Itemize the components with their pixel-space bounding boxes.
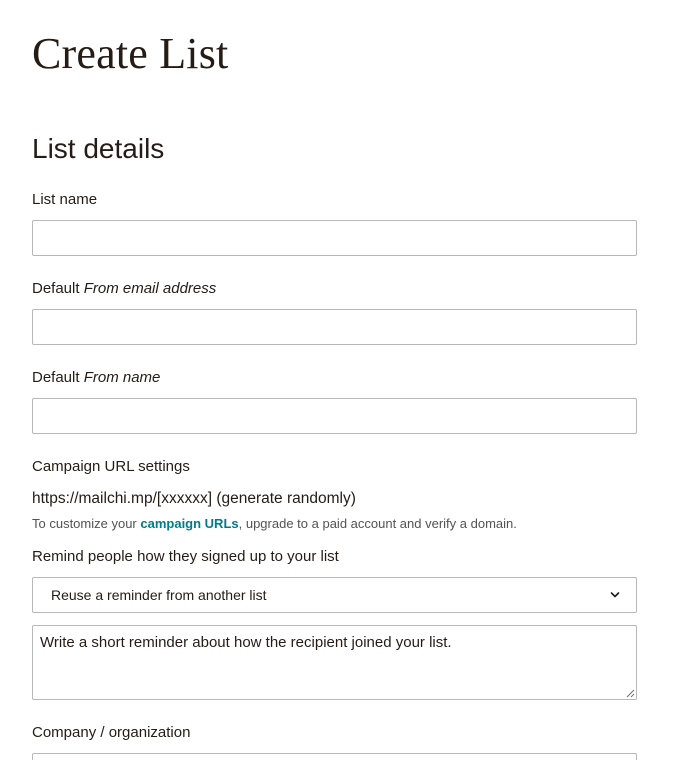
reminder-textarea[interactable] (32, 625, 637, 700)
from-email-input[interactable] (32, 309, 637, 345)
resize-handle-icon[interactable] (625, 688, 635, 698)
campaign-url-value: https://mailchi.mp/[xxxxxx] (generate randomly) (32, 490, 356, 507)
reminder-label: Remind people how they signed up to your list (32, 548, 339, 565)
section-title: List details (32, 133, 165, 164)
company-label: Company / organization (32, 724, 191, 741)
from-name-input[interactable] (32, 398, 637, 434)
reminder-select[interactable] (32, 577, 637, 613)
campaign-url-label: Campaign URL settings (32, 458, 190, 475)
from-email-label-prefix: Default (32, 280, 84, 297)
campaign-url-help-prefix: To customize your (32, 516, 141, 531)
campaign-urls-link[interactable]: campaign URLs (140, 516, 239, 531)
list-name-input[interactable] (32, 220, 637, 256)
from-email-label-italic: From email address (83, 280, 217, 297)
page-title: Create List (32, 29, 229, 78)
chevron-down-icon (610, 590, 620, 600)
company-input[interactable] (32, 753, 637, 760)
list-name-label: List name (32, 191, 98, 208)
from-email-label (32, 279, 216, 299)
reminder-select-value: Reuse a reminder from another list (51, 587, 267, 603)
campaign-url-help (32, 515, 517, 533)
from-name-label-italic: From name (83, 369, 161, 386)
from-name-label (32, 368, 160, 388)
campaign-url-help-suffix: , upgrade to a paid account and verify a domain. (238, 516, 517, 531)
from-name-label-prefix: Default (32, 369, 84, 386)
reminder-textarea-placeholder: Write a short reminder about how the recipient joined your list. (40, 634, 452, 651)
